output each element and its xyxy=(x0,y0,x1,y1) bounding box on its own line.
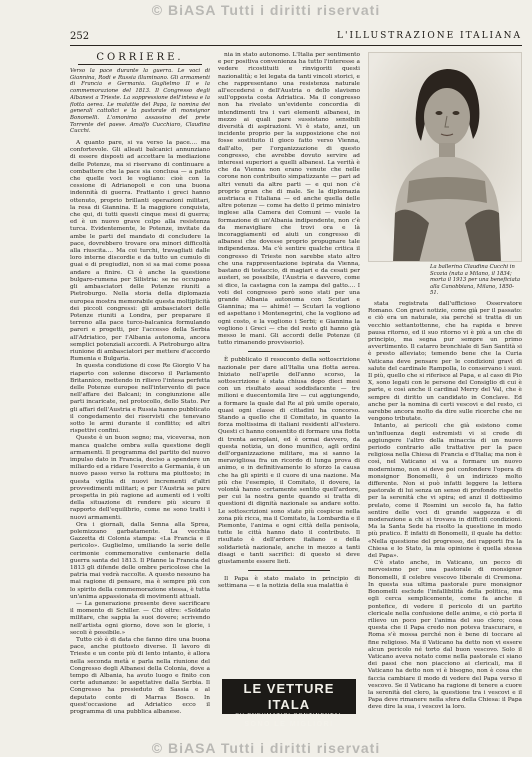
section-divider xyxy=(248,351,330,352)
paragraph: Queste è un buon segno; ma, viceversa, non manca qualche ombra sulla questione degli armamenti. Il programma del partito del nuovo impulso dato in Francia, deciso a spendere un miliardo ed a ridare l'esercito a Germania, è un nuovo passo verso la rottura ma piuttosto; in questa vigilia di nuovi incrementi d'altri provvedimenti militari; e per l'Austria se pure prospetta in più ragione ad aumenti ed i volti della situazione di rendere più sicuro il rapporto dell'equilibrio, come ne sono tratti i nuovi armamenti. xyxy=(70,435,210,521)
paragraph: Intanto, ai pericoli che già esistono come un'influenza degli estremisti vi si crede di aggiungere l'altro della minaccia di un nuovo periodo contrario alle trattative per la pace religiosa nella Chiesa di Francia e d'Italia; ma non è così, nel Vaticano si va a formare un nuovo modernismo, non si deve poi confondere l'opera di monsignor Bonomelli, è un indirizzo molto differente. Non si può infatti leggere la lettera pastorale di lui senza un senso di profondo rispetto per la serenità che vi spira; ed anzi il dottissimo prelato, come il Rosmini un secolo fa, ha fatto sentire delle voci di grande saggezza e di moderazione a chi si trovava in difficili condizioni. Ma la Santa Sede ha risolto la questione in modo più pratico. È infatti di Bonomelli, il quale ha detto: «Nella questione del progresso, dei rapporti fra la Chiesa e lo Stato, la mia opinione è quella stessa del Papa». xyxy=(368,423,522,560)
section-title: CORRIERE. xyxy=(78,52,202,65)
watermark-top: © BiASA Tutti i diritti riservati xyxy=(151,2,381,18)
paragraph: È pubblicato il resoconto della sottoscrizione nazionale per dare all'Italia una flotta aerea. Iniziato nell'aprile dell'anno scorso, la sottoscrizione è stata chiusa dopo dieci mesi con un risultato assai soddisfacente — tre milioni e duecentomila lire — cui aggiungendo, a formare la quale dal Re al più umile operaio, quasi ogni classe di cittadini ha concorso. Stando a quello che il Comitato, in quanto la forza moltissima di italiani residenti all'estero. Questi ci hanno consentito di formare una flotta di trenta aeroplani, ed è ormai davvero, da questa notizia, un dono munifico, agli ordini dell'organizzazione militare, ma si sanno la meravigliosa fra un ricordo di lunga prova di animo, e in definitivamente lo sforzo la causa che ha gli spiriti e il cuore di una nazione. Ma più che l'esempio, il Comitato, il dovere, la volontà hanno certamente sentito quell'ardore, per cui la nostra gente quando si tratta di questioni di dignità nazionale sa andare sotto. Le sottoscrizioni sono state più cospicue nella zona più ricca, ma il Comitato, la Lombardia e il Piemonte, l'anima e ogni città della penisola, tutte le città hanno dato il contributo. Il risultato è dell'ardore italiano e della solidarietà nazionale, anche in mezzo a tanti disagi e tanti sacrifici: di questo si deve giustamente essere lieti. xyxy=(218,357,360,566)
paragraph: nia in stato autonomo. L'Italia per sentimento e per positiva convenienza ha tutto l'interesse a vedere ricostituiti e rinvigoriti questi nazionalità; e lei legata da tanti vincoli storici, e che rappresentano una resistenza naturale all'eccedersi o dell'Austria o dello slavismo sull'opposta costa Adriatica. Ma il congresso non ha rivelato un'evidente concordia di intendimenti tra i vari elementi albanesi, in mezzo ai quali pare sussistano sensibili diversità di aspirazioni. Vi è stato, anzi, un incidente proprio per la supposizione che noi fosse sostituito il gioco fatto verso Vienna, dall'alto, per l'organizzazione di questo congresso, che avrebbe dovuto servire ad interessi superiori a quelli albanesi. La verità è che da Vienna non erano venute che nelle corone non contribuito simpatizzante — pari ad altri venuti da altre parti — e qui non c'è proprio gran che di male. Se la diplomazia austriaca e l'italiana — ed anche quella delle altre potenze — come ha detto il primo ministro inglese alla Camera dei Comuni — vuole la formazione di un'Albania indipendente, non c'è da meravigliare che trovi ora e là incoraggiamenti ed aiuti un congresso di albanesi che dovesse proprio propugnare tale indipendenza. Ma c'è sentire qualche critica il congresso di Trieste non sarebbe stato altro che una rappresentazione ispirata da Vienna, bastano di testaccio, di magiari e da cesati per austeri, se possibile, l'Austria e davvero, come si dice, la castagna con la zampa del gatto.... I voti del congresso però sono stati per una grande Albania autonoma con Scutari e Giannina; ma — ahimè! — Scutari la vogliono ed aspettano i Montenegrini, che la vogliono ad ogni costo, e la vogliono i Serbi; e Giannina la vogliono i Greci — che del resto gli hanno già messo le mani. Gli accordi delle Potenze (il tutto rimanendo provvisorio). xyxy=(218,52,360,347)
paragraph: In questa condizione di cose Re Giorgio V ha riaperto con solenne discorso il Parlamento Britannico, mettendo in rilievo l'intesa perfetta delle Potenze europee nell'intervento di pace nell'affare dei Balcani; in congiunzione alle parti incaricate, nel protocollo, dello Stato. Per gli affari dell'Austria e Russia hanno pubblicato il congedamento dei riservisti che tenevano sotto le armi durante il conflitto; ed altri rispettivi confini. xyxy=(70,363,210,435)
section-divider xyxy=(248,570,330,571)
article-text-left xyxy=(70,140,210,714)
ad-line-2: SU PNEUMATICI CONTINENTAL xyxy=(235,713,343,719)
article-text-middle xyxy=(218,52,360,676)
page-number: 252 xyxy=(70,31,90,42)
article-text-right xyxy=(368,301,522,714)
section-summary: Verso la pace durante la guerra. Le voci di Giannina, Rodi e Russia illuminano. Gli armamenti di Francia e Germania. Guglielmo II e la commemorazione del 1813. Il Congresso degli Albanesi a Trieste. La soppressione dell'intesa e la flotta aerea. Le malattie del Papa, la nomina dei generali cattolici e la pastorale di monsignor Bonomelli. L'omonimo assassino del prete Torrente del paese. Amalfo Cucchiaro, Claudina Cucchi. xyxy=(70,68,210,135)
paragraph: A quanto pare, si va verso la pace.... ma confortevole. Gli alleati balcanici annunziano di essere disposti ad accettare la mediazione delle Potenze, ma si riservano di continuare a combattere che la pace sia conclusa — a patto che quelle voci le vogliano: cioè con la cessione di Adrianopoli e con una buona indennità di guerra. Frattanto i greci hanno ottenuto, proprio brillanti operazioni militari, la resa di Giannina. E la maggiore conquista, che qui, di tutti questi cinque mesi di guerra; ed è un nuovo grave colpo alla resistenza turca. Evidentemente, le Potenze, invitate da ambe le parti del mandato di concludere la pace, dovrebbero trovare ora minori difficoltà alla riuscita.... Ma coi turchi, travagliati dalle loro interne discordie e da tutto un cumulo di guai e di pregiudizi, non si sa mai come possa andare a finire. Ci è anche la questione bulgaro-rumena per Silistria: se ne occupano gli ambasciatori delle Potenze riuniti a Pietroburgo. Nella storia della diplomazia europea mostra memorabile questa moltiplicità dei piccoli congressi: gli ambasciatori delle Potenze riuniti a Londra, per preparare il terreno alla pace turco-balcanica formulando pareri e progetti, per l'accesso della Serbia all'Adriatico, per l'Albania autonoma, ancora semplici potenziali accordi. A Pietroburgo altra riunione di ambasciatori per mettere d'accordo Rumenia e Bulgaria. xyxy=(70,140,210,363)
page-header xyxy=(70,31,522,45)
column-left xyxy=(70,52,210,714)
paragraph: Il Papa è stato malato in principio di settimana — e la notizia della sua malattia è xyxy=(218,576,360,590)
header-rule xyxy=(70,45,522,46)
portrait-image xyxy=(368,52,522,262)
paragraph: — La generazione presente deve sacrificare il momento di Schiller. — Chi oltre: «Soldato militare, che sappia la suoi dovere; scrivendo nell'artista ogni giorno, dove son le glorie, i secoli è possibile.» xyxy=(70,601,210,636)
portrait-caption: La ballerina Claudina Cucchi in Scozia (nata a Milano, il 1834; morta il 1913 per una beneficiata alla Canobbiana, Milano, 1850-51. xyxy=(430,264,521,297)
column-middle xyxy=(218,52,360,714)
advertisement-itala xyxy=(222,679,356,728)
running-title: L'ILLUSTRAZIONE ITALIANA xyxy=(337,31,522,41)
portrait-illustration xyxy=(369,53,522,262)
watermark-bottom: © BiASA Tutti i diritti riservati xyxy=(151,740,381,756)
paragraph: Tutto ciò è di data che fanno dire una buona pace, anche piuttosto diverse. Il lavoro di Trieste e un conte più di lento intanto, è allora nella seconda metà e parla nella riunione del Congresso degli Albanesi della Colonia, dove a tempo di Albania, ha avuto luogo e finito con certe adunanze: le aspettative dalla Serbia. Il Congresso ha presieduto di Sassia e al deputato conte di Marras Bosco. In quest'occasione ad Adriatico ecco il programma di una pubblica albanese. xyxy=(70,637,210,714)
ad-line-3: SONO LE MIGLIORI xyxy=(244,721,334,728)
paragraph: C'è stato anche, in Vaticano, un pecco di nervosismo per una pastorale di monsignor Bonomelli, il celebre vescovo liberale di Cremona. In questa sua ultima pastorale pure monsignor Bonomelli esclude l'infallibilità della politica, ma egli cerca semplicemente, come fa anche il pontefice, di vedere il pericolo di un partito clericale nella confusione delle anime, e ciò porta il rilievo un poco per l'anima del suo clero; cosa questa che il Papa credo non poteva trascurare, e Roma s'è mossa perché non è bene di toccare al fine religioso. Ma il Vaticano ha detto non vi essere alcun pericolo né torto dal buon vescovo. Solo il Vaticano aveva notato come nella pastorale ci siano dei passi che non piacciono ai clericali, ma il Vaticano ha detto non vi è bisogno, non è cosa che faccia cambiare il modo di vedere del Papa verso il vescovo. Se il Vaticano ha ragione di tenere a cuore la serenità del clero, la questione tra i vescovi e il Papa deve rimanere nella sfera della Chiesa: il Papa deve dire la sua, i vescovi la loro. xyxy=(368,560,522,711)
column-right xyxy=(368,52,522,714)
ad-line-1: LE VETTURE ITALA xyxy=(243,681,335,712)
paragraph: Ora i giornali, dalla Senna alla Sprea, polemizzano garbatamente. La vecchia Gazzetta di Colonia stampa: «La Francia e il pericolo». Guglielmo, umiliando la serie delle cerimonie commemorative centenarie della guerra santa del 1813. Il Pfanne la Francia del 1813 gli difende delle ombre pericolose che la patria mai vedrà raccolte. A questo nessuno ha mai ragione di pensare, ma è sempre più con lo spirito della commemorazione stessa, è tutta un'anima appassionata di movimenti attuali. xyxy=(70,521,210,600)
paragraph: stata registrata dall'ufficioso Osservatore Romano. Con gravi notizie, come già per il passato: e ciò era un naturale, sia perché si tratta di un vecchio settantottenne, che ha rapida e breve pausa ritorno, ed il suo ritorno vi è più a un che di principio, ma segna pur sempre un primo avvertimento. Il catarro bronchiale di San Santità si è presto alleviato; temendo bene che la Curia Vaticana deve pensare per le condizioni gravi di salute del cardinale Rampolla, lo conservano i suoi. Il più, quello che si riferisce al Papa, e al caso di Pio X, sono legati con le persone del Consiglio di cui è parte, e così anche il cardinal Merry del Val, che è sempre di diritto un candidato in Conclave. Ed anche per la nomina di certi vescovi e del resto, ci sarebbe ancora molto da dire sulle ricerche che ne vengono tributate. xyxy=(368,300,522,423)
